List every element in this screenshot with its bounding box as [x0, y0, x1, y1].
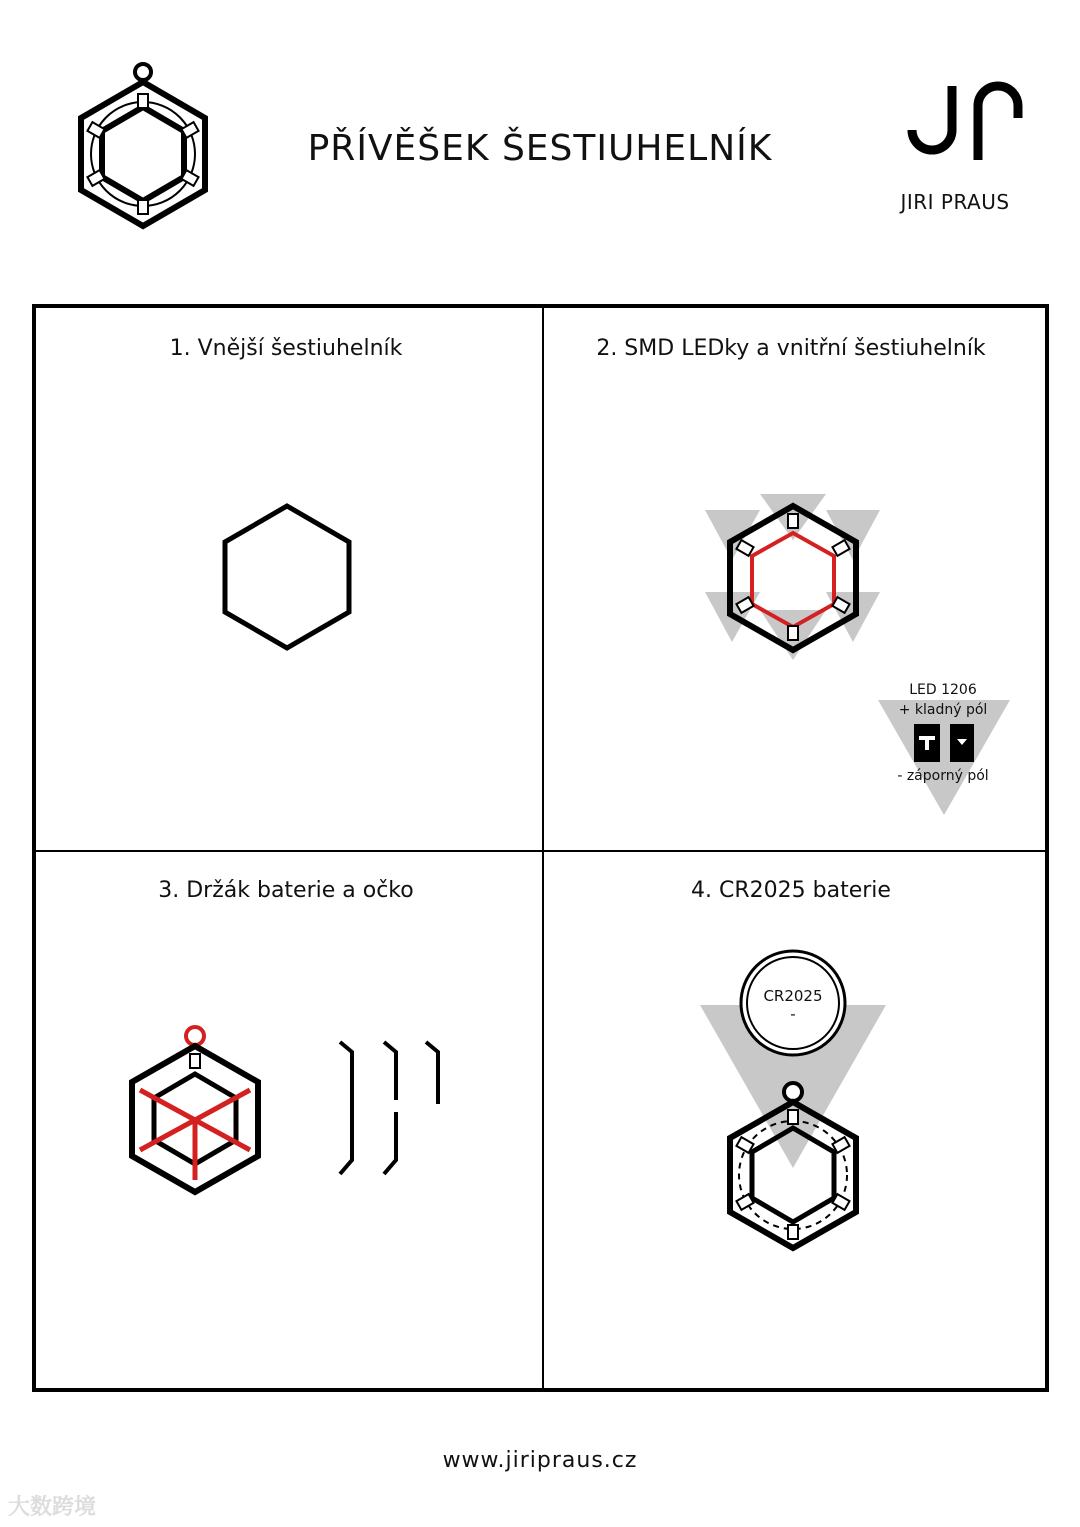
panel-2-title: 2. SMD LEDky a vnitřní šestiuhelník — [596, 336, 986, 361]
grid-divider-vertical — [542, 308, 544, 1388]
pendant-preview-icon — [75, 62, 215, 232]
jr-logo — [900, 80, 1030, 180]
outer-hexagon-diagram — [218, 500, 358, 650]
battery-sign: - — [790, 1005, 796, 1023]
panel-4-title: 4. CR2025 baterie — [691, 878, 891, 903]
battery-label: CR2025 — [763, 987, 823, 1005]
watermark: 大数跨境 — [8, 1495, 97, 1520]
panel-1-title: 1. Vnější šestiuhelník — [169, 336, 403, 361]
instruction-grid — [32, 304, 1049, 1392]
holder-wire-pieces — [330, 1038, 460, 1178]
page-title: PŘÍVĚŠEK ŠESTIUHELNÍK — [307, 128, 773, 169]
led-type-label: LED 1206 — [909, 682, 977, 698]
led-inner-hexagon-diagram — [700, 490, 890, 660]
panel-3-title: 3. Držák baterie a očko — [158, 878, 414, 903]
battery-holder-diagram — [125, 1020, 265, 1190]
led-negative-label: - záporný pól — [897, 768, 989, 784]
website-link[interactable]: www.jiripraus.cz — [442, 1448, 638, 1473]
led-positive-label: + kladný pól — [898, 702, 988, 718]
grid-divider-horizontal — [36, 850, 1045, 852]
brand-name: JIRI PRAUS — [900, 190, 1010, 214]
